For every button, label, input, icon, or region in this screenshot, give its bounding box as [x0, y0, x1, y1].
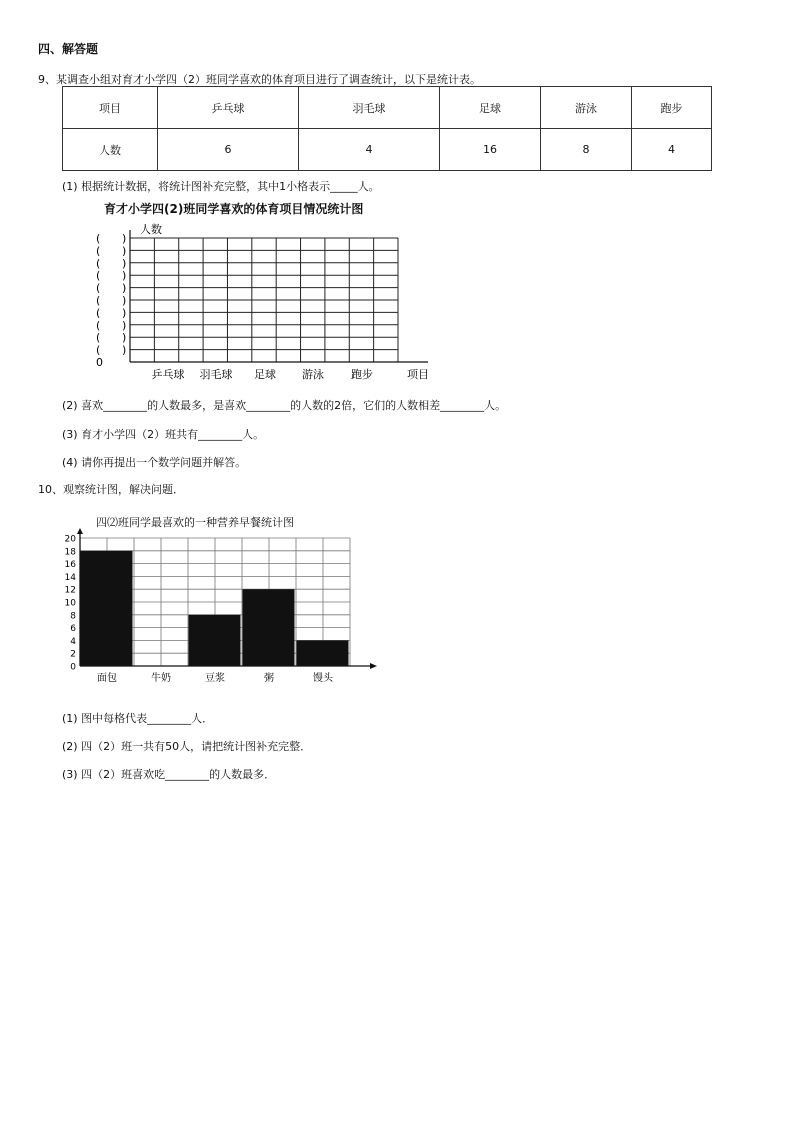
- y-tick-label: ): [122, 294, 127, 307]
- y-tick-label: (: [96, 294, 101, 307]
- y-tick-label: 10: [64, 598, 76, 609]
- table-cell: 项目: [63, 87, 158, 129]
- table-cell: 人数: [63, 129, 158, 171]
- section-title: 四、解答题: [38, 42, 99, 56]
- x-tick-label: 足球: [254, 368, 276, 381]
- y-tick-label: 12: [64, 585, 76, 596]
- bar: [189, 615, 241, 666]
- x-axis-label: 项目: [407, 368, 429, 381]
- y-axis-label: 人数: [140, 223, 162, 236]
- y-tick-label: 8: [70, 611, 76, 622]
- q10-sub3: (3) 四（2）班喜欢吃________的人数最多．: [62, 768, 276, 781]
- q9-sub2: (2) 喜欢________的人数最多，是喜欢________的人数的2倍，它们的人数相差________人。: [62, 399, 507, 412]
- y-tick-label: 18: [64, 547, 76, 558]
- x-tick-label: 粥: [264, 673, 274, 684]
- y-tick-label: (: [96, 244, 101, 258]
- q9-chart-title: 育才小学四(2)班同学喜欢的体育项目情况统计图: [104, 202, 364, 216]
- y-tick-label: 0: [96, 356, 103, 369]
- y-tick-label: ): [122, 318, 127, 332]
- q9-sub3: (3) 育才小学四（2）班共有________人。: [62, 428, 265, 441]
- q10-chart-title: 四⑵班同学最喜欢的一种营养早餐统计图: [96, 516, 294, 529]
- q9-sports-chart: [96, 222, 429, 381]
- table-cell: 跑步: [632, 87, 712, 129]
- y-tick-label: ): [122, 343, 127, 357]
- y-tick-label: ): [122, 256, 127, 270]
- y-tick-label: 0: [70, 662, 76, 673]
- table-cell: 8: [541, 129, 632, 171]
- y-tick-label: (: [96, 343, 101, 357]
- table-cell: 6: [158, 129, 299, 171]
- table-cell: 游泳: [541, 87, 632, 129]
- y-tick-label: 2: [70, 649, 76, 660]
- y-tick-label: (: [96, 306, 101, 320]
- y-tick-label: (: [96, 256, 101, 270]
- table-cell: 乒乓球: [158, 87, 299, 129]
- x-tick-label: 跑步: [351, 368, 373, 381]
- y-tick-label: ): [122, 244, 127, 258]
- q10-breakfast-chart: [65, 528, 377, 684]
- y-tick-label: 6: [70, 624, 76, 635]
- y-tick-label: ): [122, 281, 127, 295]
- x-tick-label: 面包: [97, 673, 117, 684]
- bar: [297, 640, 349, 666]
- x-tick-label: 乒乓球: [151, 368, 185, 381]
- y-tick-label: ): [122, 232, 127, 245]
- q9-intro: 9、某调查小组对育才小学四（2）班同学喜欢的体育项目进行了调查统计，以下是统计表。: [38, 73, 481, 86]
- y-tick-label: 20: [64, 534, 76, 545]
- q10-sub2: (2) 四（2）班一共有50人，请把统计图补充完整．: [62, 740, 312, 753]
- table-cell: 16: [440, 129, 541, 171]
- x-axis-arrow: [370, 663, 377, 669]
- q9-sub1: (1) 根据统计数据，将统计图补充完整，其中1小格表示_____人。: [62, 180, 380, 193]
- y-tick-label: ): [122, 331, 127, 345]
- y-tick-label: 4: [70, 636, 76, 647]
- y-tick-label: (: [96, 281, 101, 295]
- q10-intro: 10、观察统计图，解决问题．: [38, 483, 184, 496]
- y-axis-arrow: [77, 528, 83, 534]
- x-tick-label: 羽毛球: [199, 368, 233, 381]
- x-tick-label: 游泳: [302, 368, 324, 381]
- y-tick-label: (: [96, 269, 101, 283]
- table-cell: 羽毛球: [299, 87, 440, 129]
- y-tick-label: ): [122, 306, 127, 320]
- x-tick-label: 豆浆: [205, 673, 225, 684]
- x-tick-label: 馒头: [313, 673, 333, 684]
- y-tick-label: (: [96, 232, 101, 245]
- y-tick-label: (: [96, 318, 101, 332]
- table-cell: 4: [299, 129, 440, 171]
- bar: [243, 589, 295, 666]
- y-tick-label: 16: [64, 560, 76, 571]
- q9-sub4: (4) 请你再提出一个数学问题并解答。: [62, 456, 247, 469]
- x-tick-label: 牛奶: [151, 673, 171, 684]
- bar: [81, 551, 133, 666]
- y-tick-label: ): [122, 269, 127, 283]
- y-tick-label: (: [96, 331, 101, 345]
- y-tick-label: 14: [64, 572, 76, 583]
- q10-sub1: (1) 图中每格代表________人．: [62, 712, 214, 725]
- table-cell: 足球: [440, 87, 541, 129]
- table-cell: 4: [632, 129, 712, 171]
